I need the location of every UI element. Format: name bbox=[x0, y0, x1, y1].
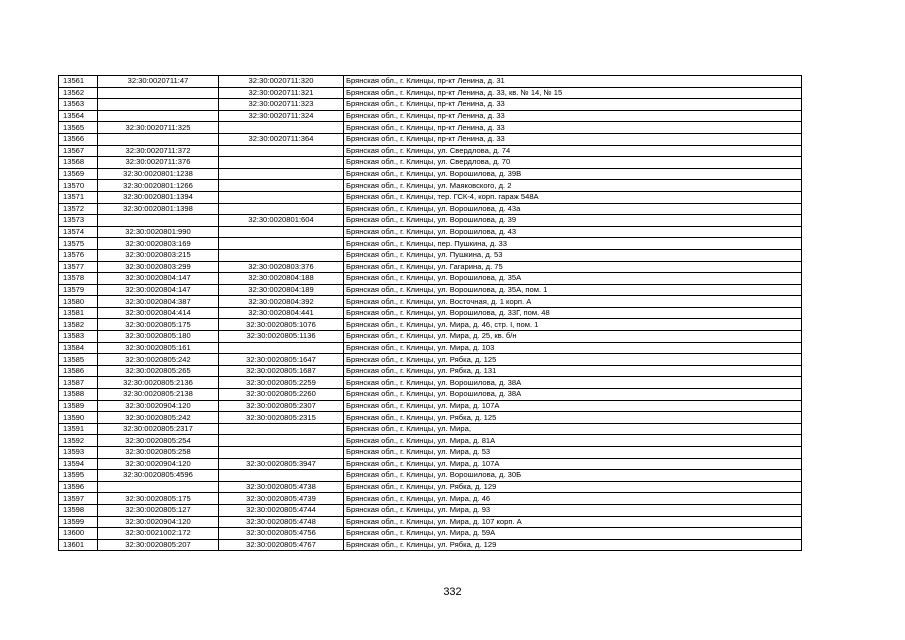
address-cell: Брянская обл., г. Клинцы, ул. Мира, bbox=[344, 423, 802, 435]
row-number-cell: 13582 bbox=[59, 319, 98, 331]
table-row bbox=[59, 249, 802, 261]
cadastral-number-cell: 32:30:0020805:242 bbox=[98, 354, 219, 366]
row-number-cell: 13574 bbox=[59, 226, 98, 238]
cadastral-number-cell bbox=[98, 133, 219, 145]
row-number-cell: 13572 bbox=[59, 203, 98, 215]
table-row bbox=[59, 273, 802, 285]
row-number-cell: 13589 bbox=[59, 400, 98, 412]
object-cadastral-number-cell bbox=[219, 203, 344, 215]
table-row bbox=[59, 481, 802, 493]
row-number-cell: 13581 bbox=[59, 307, 98, 319]
object-cadastral-number-cell: 32:30:0020711:364 bbox=[219, 133, 344, 145]
address-cell: Брянская обл., г. Клинцы, ул. Ворошилова, д. 35А bbox=[344, 273, 802, 285]
object-cadastral-number-cell: 32:30:0020805:4739 bbox=[219, 493, 344, 505]
row-number-cell: 13601 bbox=[59, 539, 98, 551]
address-cell: Брянская обл., г. Клинцы, ул. Ворошилова, д. 30Б bbox=[344, 470, 802, 482]
table-row bbox=[59, 284, 802, 296]
address-cell: Брянская обл., г. Клинцы, ул. Рябка, д. 125 bbox=[344, 412, 802, 424]
cadastral-number-cell: 32:30:0020805:265 bbox=[98, 365, 219, 377]
address-cell: Брянская обл., г. Клинцы, ул. Ворошилова, д. 35А, пом. 1 bbox=[344, 284, 802, 296]
object-cadastral-number-cell: 32:30:0020711:323 bbox=[219, 99, 344, 111]
row-number-cell: 13587 bbox=[59, 377, 98, 389]
object-cadastral-number-cell bbox=[219, 238, 344, 250]
address-cell: Брянская обл., г. Клинцы, пер. Пушкина, д. 33 bbox=[344, 238, 802, 250]
table-row bbox=[59, 539, 802, 551]
table-row bbox=[59, 354, 802, 366]
address-cell: Брянская обл., г. Клинцы, ул. Ворошилова, д. 38А bbox=[344, 389, 802, 401]
address-cell: Брянская обл., г. Клинцы, пр-кт Ленина, д. 33 bbox=[344, 122, 802, 134]
address-cell: Брянская обл., г. Клинцы, ул. Ворошилова, д. 43а bbox=[344, 203, 802, 215]
row-number-cell: 13563 bbox=[59, 99, 98, 111]
cadastral-number-cell: 32:30:0020805:175 bbox=[98, 319, 219, 331]
row-number-cell: 13599 bbox=[59, 516, 98, 528]
object-cadastral-number-cell: 32:30:0020711:320 bbox=[219, 76, 344, 88]
object-cadastral-number-cell: 32:30:0020804:441 bbox=[219, 307, 344, 319]
table-row bbox=[59, 307, 802, 319]
address-cell: Брянская обл., г. Клинцы, ул. Гагарина, д. 75 bbox=[344, 261, 802, 273]
row-number-cell: 13569 bbox=[59, 168, 98, 180]
object-cadastral-number-cell bbox=[219, 122, 344, 134]
table-row bbox=[59, 191, 802, 203]
row-number-cell: 13580 bbox=[59, 296, 98, 308]
object-cadastral-number-cell: 32:30:0020805:2315 bbox=[219, 412, 344, 424]
cadastral-number-cell: 32:30:0020904:120 bbox=[98, 516, 219, 528]
object-cadastral-number-cell: 32:30:0020804:392 bbox=[219, 296, 344, 308]
address-cell: Брянская обл., г. Клинцы, ул. Свердлова, д. 74 bbox=[344, 145, 802, 157]
object-cadastral-number-cell: 32:30:0020711:324 bbox=[219, 110, 344, 122]
object-cadastral-number-cell: 32:30:0020805:1136 bbox=[219, 331, 344, 343]
cadastral-number-cell: 32:30:0020804:414 bbox=[98, 307, 219, 319]
cadastral-number-cell: 32:30:0021002:172 bbox=[98, 528, 219, 540]
row-number-cell: 13595 bbox=[59, 470, 98, 482]
row-number-cell: 13583 bbox=[59, 331, 98, 343]
row-number-cell: 13564 bbox=[59, 110, 98, 122]
table-row bbox=[59, 516, 802, 528]
cadastral-number-cell: 32:30:0020804:147 bbox=[98, 284, 219, 296]
cadastral-number-cell: 32:30:0020711:372 bbox=[98, 145, 219, 157]
address-cell: Брянская обл., г. Клинцы, ул. Ворошилова, д. 39В bbox=[344, 168, 802, 180]
table-row bbox=[59, 319, 802, 331]
row-number-cell: 13586 bbox=[59, 365, 98, 377]
object-cadastral-number-cell: 32:30:0020805:3947 bbox=[219, 458, 344, 470]
object-cadastral-number-cell bbox=[219, 342, 344, 354]
object-cadastral-number-cell bbox=[219, 157, 344, 169]
row-number-cell: 13568 bbox=[59, 157, 98, 169]
address-cell: Брянская обл., г. Клинцы, ул. Мира, д. 107А bbox=[344, 458, 802, 470]
table-row bbox=[59, 203, 802, 215]
cadastral-number-cell: 32:30:0020711:47 bbox=[98, 76, 219, 88]
table-row bbox=[59, 470, 802, 482]
cadastral-number-cell: 32:30:0020804:387 bbox=[98, 296, 219, 308]
row-number-cell: 13590 bbox=[59, 412, 98, 424]
cadastral-number-cell: 32:30:0020711:376 bbox=[98, 157, 219, 169]
cadastral-number-cell: 32:30:0020803:299 bbox=[98, 261, 219, 273]
cadastral-number-cell: 32:30:0020804:147 bbox=[98, 273, 219, 285]
page-number: 332 bbox=[443, 586, 462, 598]
table-row bbox=[59, 215, 802, 227]
address-cell: Брянская обл., г. Клинцы, ул. Рябка, д. 131 bbox=[344, 365, 802, 377]
address-cell: Брянская обл., г. Клинцы, тер. ГСК-4, корп. гараж 548А bbox=[344, 191, 802, 203]
address-cell: Брянская обл., г. Клинцы, пр-кт Ленина, д. 33 bbox=[344, 110, 802, 122]
address-cell: Брянская обл., г. Клинцы, ул. Ворошилова, д. 38А bbox=[344, 377, 802, 389]
object-cadastral-number-cell: 32:30:0020805:2259 bbox=[219, 377, 344, 389]
address-cell: Брянская обл., г. Клинцы, ул. Рябка, д. 129 bbox=[344, 539, 802, 551]
table-row bbox=[59, 400, 802, 412]
object-cadastral-number-cell bbox=[219, 470, 344, 482]
cadastral-number-cell: 32:30:0020805:242 bbox=[98, 412, 219, 424]
row-number-cell: 13597 bbox=[59, 493, 98, 505]
table-row bbox=[59, 331, 802, 343]
cadastral-number-cell: 32:30:0020805:2317 bbox=[98, 423, 219, 435]
row-number-cell: 13591 bbox=[59, 423, 98, 435]
object-cadastral-number-cell: 32:30:0020801:604 bbox=[219, 215, 344, 227]
table-row bbox=[59, 342, 802, 354]
table-row bbox=[59, 157, 802, 169]
cadastral-number-cell: 32:30:0020904:120 bbox=[98, 400, 219, 412]
address-cell: Брянская обл., г. Клинцы, ул. Ворошилова, д. 43 bbox=[344, 226, 802, 238]
row-number-cell: 13573 bbox=[59, 215, 98, 227]
row-number-cell: 13566 bbox=[59, 133, 98, 145]
row-number-cell: 13579 bbox=[59, 284, 98, 296]
object-cadastral-number-cell: 32:30:0020805:4744 bbox=[219, 504, 344, 516]
cadastral-number-cell bbox=[98, 110, 219, 122]
table-row bbox=[59, 76, 802, 88]
table-row bbox=[59, 528, 802, 540]
address-cell: Брянская обл., г. Клинцы, пр-кт Ленина, д. 33 bbox=[344, 133, 802, 145]
object-cadastral-number-cell bbox=[219, 447, 344, 459]
object-cadastral-number-cell bbox=[219, 145, 344, 157]
address-cell: Брянская обл., г. Клинцы, пр-кт Ленина, д. 33, кв. № 14, № 15 bbox=[344, 87, 802, 99]
table-row bbox=[59, 145, 802, 157]
table-row bbox=[59, 458, 802, 470]
table-row bbox=[59, 423, 802, 435]
row-number-cell: 13593 bbox=[59, 447, 98, 459]
table-row bbox=[59, 180, 802, 192]
address-cell: Брянская обл., г. Клинцы, ул. Пушкина, д. 53 bbox=[344, 249, 802, 261]
object-cadastral-number-cell bbox=[219, 249, 344, 261]
cadastral-number-cell: 32:30:0020904:120 bbox=[98, 458, 219, 470]
cadastral-number-cell: 32:30:0020805:4596 bbox=[98, 470, 219, 482]
table-row bbox=[59, 87, 802, 99]
address-cell: Брянская обл., г. Клинцы, пр-кт Ленина, д. 31 bbox=[344, 76, 802, 88]
object-cadastral-number-cell bbox=[219, 423, 344, 435]
table-row bbox=[59, 365, 802, 377]
address-cell: Брянская обл., г. Клинцы, ул. Мира, д. 46 bbox=[344, 493, 802, 505]
object-cadastral-number-cell: 32:30:0020803:376 bbox=[219, 261, 344, 273]
cadastral-number-cell: 32:30:0020711:325 bbox=[98, 122, 219, 134]
registry-table bbox=[58, 75, 802, 551]
address-cell: Брянская обл., г. Клинцы, ул. Мира, д. 103 bbox=[344, 342, 802, 354]
object-cadastral-number-cell: 32:30:0020804:189 bbox=[219, 284, 344, 296]
address-cell: Брянская обл., г. Клинцы, ул. Рябка, д. 125 bbox=[344, 354, 802, 366]
address-cell: Брянская обл., г. Клинцы, ул. Маяковского, д. 2 bbox=[344, 180, 802, 192]
table-row bbox=[59, 435, 802, 447]
cadastral-number-cell: 32:30:0020805:258 bbox=[98, 447, 219, 459]
object-cadastral-number-cell bbox=[219, 226, 344, 238]
cadastral-number-cell: 32:30:0020805:2138 bbox=[98, 389, 219, 401]
cadastral-number-cell: 32:30:0020805:207 bbox=[98, 539, 219, 551]
address-cell: Брянская обл., г. Клинцы, ул. Мира, д. 59А bbox=[344, 528, 802, 540]
row-number-cell: 13561 bbox=[59, 76, 98, 88]
cadastral-number-cell bbox=[98, 481, 219, 493]
cadastral-number-cell: 32:30:0020803:169 bbox=[98, 238, 219, 250]
table-row bbox=[59, 261, 802, 273]
cadastral-number-cell: 32:30:0020801:1394 bbox=[98, 191, 219, 203]
address-cell: Брянская обл., г. Клинцы, ул. Мира, д. 107А bbox=[344, 400, 802, 412]
object-cadastral-number-cell: 32:30:0020805:4738 bbox=[219, 481, 344, 493]
table-row bbox=[59, 296, 802, 308]
object-cadastral-number-cell bbox=[219, 168, 344, 180]
table-row bbox=[59, 412, 802, 424]
object-cadastral-number-cell: 32:30:0020805:4767 bbox=[219, 539, 344, 551]
object-cadastral-number-cell: 32:30:0020805:1076 bbox=[219, 319, 344, 331]
cadastral-number-cell: 32:30:0020805:175 bbox=[98, 493, 219, 505]
address-cell: Брянская обл., г. Клинцы, ул. Рябка, д. 129 bbox=[344, 481, 802, 493]
object-cadastral-number-cell: 32:30:0020805:2307 bbox=[219, 400, 344, 412]
row-number-cell: 13585 bbox=[59, 354, 98, 366]
row-number-cell: 13576 bbox=[59, 249, 98, 261]
row-number-cell: 13577 bbox=[59, 261, 98, 273]
row-number-cell: 13571 bbox=[59, 191, 98, 203]
object-cadastral-number-cell bbox=[219, 191, 344, 203]
cadastral-number-cell: 32:30:0020805:2136 bbox=[98, 377, 219, 389]
row-number-cell: 13567 bbox=[59, 145, 98, 157]
address-cell: Брянская обл., г. Клинцы, ул. Мира, д. 46, стр. I, пом. 1 bbox=[344, 319, 802, 331]
cadastral-number-cell: 32:30:0020805:254 bbox=[98, 435, 219, 447]
address-cell: Брянская обл., г. Клинцы, ул. Мира, д. 107 корп. А bbox=[344, 516, 802, 528]
table-row bbox=[59, 168, 802, 180]
table-row bbox=[59, 493, 802, 505]
address-cell: Брянская обл., г. Клинцы, пр-кт Ленина, д. 33 bbox=[344, 99, 802, 111]
registry-table-body bbox=[59, 76, 802, 551]
row-number-cell: 13562 bbox=[59, 87, 98, 99]
row-number-cell: 13600 bbox=[59, 528, 98, 540]
object-cadastral-number-cell: 32:30:0020805:1687 bbox=[219, 365, 344, 377]
address-cell: Брянская обл., г. Клинцы, ул. Мира, д. 53 bbox=[344, 447, 802, 459]
table-row bbox=[59, 122, 802, 134]
object-cadastral-number-cell: 32:30:0020805:4748 bbox=[219, 516, 344, 528]
cadastral-number-cell: 32:30:0020805:180 bbox=[98, 331, 219, 343]
table-row bbox=[59, 389, 802, 401]
cadastral-number-cell: 32:30:0020801:1398 bbox=[98, 203, 219, 215]
cadastral-number-cell: 32:30:0020801:1238 bbox=[98, 168, 219, 180]
object-cadastral-number-cell: 32:30:0020805:2260 bbox=[219, 389, 344, 401]
row-number-cell: 13570 bbox=[59, 180, 98, 192]
cadastral-number-cell: 32:30:0020801:990 bbox=[98, 226, 219, 238]
row-number-cell: 13594 bbox=[59, 458, 98, 470]
address-cell: Брянская обл., г. Клинцы, ул. Мира, д. 81А bbox=[344, 435, 802, 447]
table-row bbox=[59, 238, 802, 250]
address-cell: Брянская обл., г. Клинцы, ул. Ворошилова, д. 33Г, пом. 48 bbox=[344, 307, 802, 319]
row-number-cell: 13592 bbox=[59, 435, 98, 447]
cadastral-number-cell bbox=[98, 99, 219, 111]
row-number-cell: 13584 bbox=[59, 342, 98, 354]
table-row bbox=[59, 99, 802, 111]
cadastral-number-cell: 32:30:0020805:127 bbox=[98, 504, 219, 516]
object-cadastral-number-cell bbox=[219, 435, 344, 447]
cadastral-number-cell bbox=[98, 215, 219, 227]
cadastral-number-cell: 32:30:0020805:161 bbox=[98, 342, 219, 354]
row-number-cell: 13578 bbox=[59, 273, 98, 285]
row-number-cell: 13575 bbox=[59, 238, 98, 250]
object-cadastral-number-cell: 32:30:0020804:188 bbox=[219, 273, 344, 285]
table-row bbox=[59, 110, 802, 122]
address-cell: Брянская обл., г. Клинцы, ул. Свердлова, д. 70 bbox=[344, 157, 802, 169]
cadastral-number-cell: 32:30:0020803:215 bbox=[98, 249, 219, 261]
object-cadastral-number-cell bbox=[219, 180, 344, 192]
address-cell: Брянская обл., г. Клинцы, ул. Мира, д. 25, кв. б/н bbox=[344, 331, 802, 343]
row-number-cell: 13565 bbox=[59, 122, 98, 134]
row-number-cell: 13596 bbox=[59, 481, 98, 493]
cadastral-number-cell bbox=[98, 87, 219, 99]
object-cadastral-number-cell: 32:30:0020805:4756 bbox=[219, 528, 344, 540]
object-cadastral-number-cell: 32:30:0020711:321 bbox=[219, 87, 344, 99]
address-cell: Брянская обл., г. Клинцы, ул. Восточная, д. 1 корп. А bbox=[344, 296, 802, 308]
address-cell: Брянская обл., г. Клинцы, ул. Мира, д. 93 bbox=[344, 504, 802, 516]
table-row bbox=[59, 504, 802, 516]
table-row bbox=[59, 377, 802, 389]
object-cadastral-number-cell: 32:30:0020805:1647 bbox=[219, 354, 344, 366]
table-row bbox=[59, 447, 802, 459]
address-cell: Брянская обл., г. Клинцы, ул. Ворошилова, д. 39 bbox=[344, 215, 802, 227]
table-row bbox=[59, 226, 802, 238]
row-number-cell: 13598 bbox=[59, 504, 98, 516]
table-row bbox=[59, 133, 802, 145]
cadastral-number-cell: 32:30:0020801:1266 bbox=[98, 180, 219, 192]
row-number-cell: 13588 bbox=[59, 389, 98, 401]
